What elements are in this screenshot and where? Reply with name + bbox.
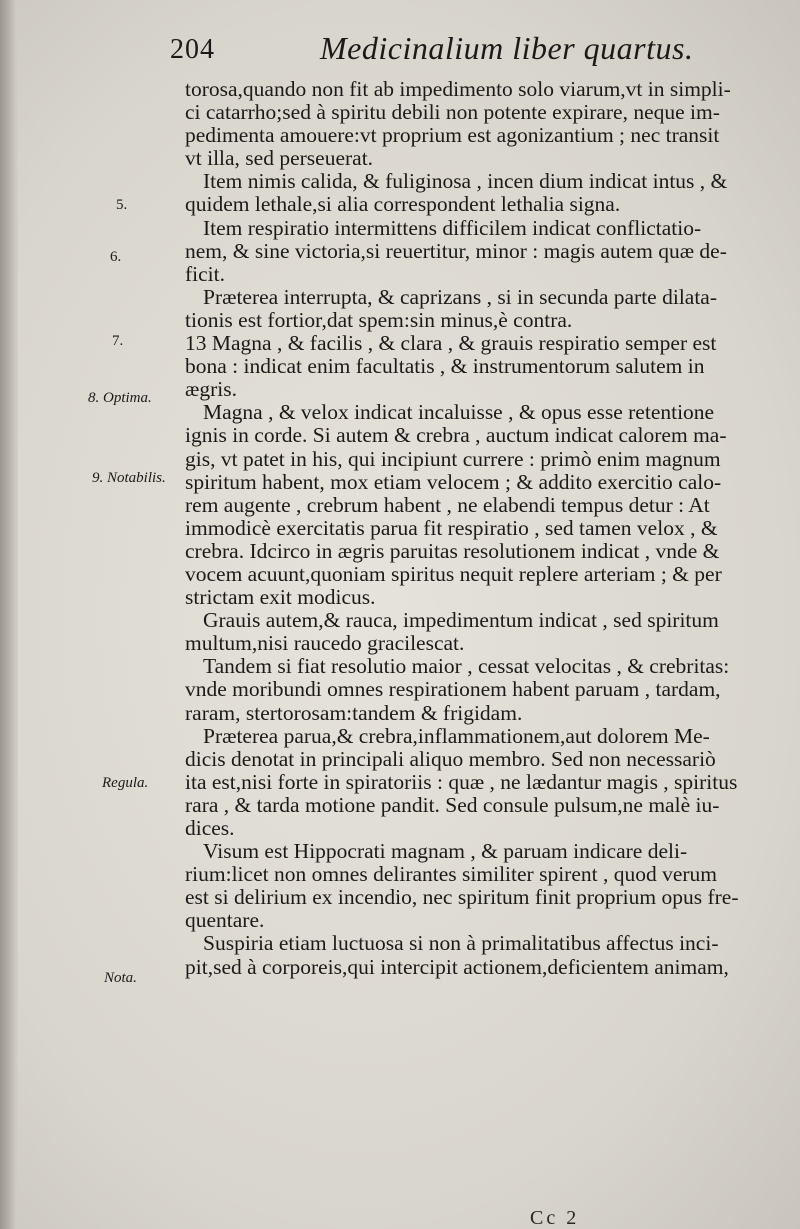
text-line: Præterea parua,& crebra,inflammationem,aut dolorem Me-	[203, 723, 710, 748]
text-line: gis, vt patet in his, qui incipiunt currere : primò enim magnum	[185, 446, 721, 471]
text-line: quentare.	[185, 908, 265, 933]
text-line: Item respiratio intermittens difficilem indicat conflictatio-	[203, 215, 702, 240]
text-line: Item nimis calida, & fuliginosa , incen dium indicat intus , &	[203, 169, 728, 194]
text-line: Magna , & velox indicat incaluisse , & opus esse retentione	[203, 400, 715, 425]
margin-note-8: 8. Optima.	[88, 390, 152, 406]
text-line: raram, stertorosam:tandem & frigidam.	[185, 700, 523, 725]
text-line: ignis in corde. Si autem & crebra , auctum indicat calorem ma-	[185, 423, 727, 448]
text-line: vocem acuunt,quoniam spiritus nequit replere arteriam ; & per	[185, 561, 722, 586]
text-line: torosa,quando non fit ab impedimento solo viarum,vt in simpli-	[185, 77, 731, 101]
text-line: ita est,nisi forte in spiratoriis : quæ , ne lædantur magis , spiritus	[185, 769, 738, 794]
text-line: crebra. Idcirco in ægris paruitas resolutionem indicat , vnde &	[185, 538, 720, 563]
text-line: Grauis autem,& rauca, impedimentum indicat , sed spiritum	[203, 608, 719, 633]
text-line: ægris.	[185, 377, 237, 402]
signature-mark: Cc 2	[530, 1207, 580, 1229]
text-line: dicis denotat in principali aliquo membro. Sed non necessariò	[185, 746, 716, 771]
text-line: Visum est Hippocrati magnam , & paruam indicare deli-	[203, 839, 688, 864]
margin-note-nota: Nota.	[104, 970, 137, 986]
text-line: est si delirium ex incendio, nec spiritum finit proprium opus fre-	[185, 885, 739, 910]
text-line: Tandem si fiat resolutio maior , cessat velocitas , & crebritas:	[203, 654, 730, 679]
margin-note-regula: Regula.	[102, 775, 149, 791]
text-line: rem augente , crebrum habent , ne elabendi tempus detur : At	[185, 492, 710, 517]
running-title: Medicinalium liber quartus.	[320, 30, 694, 66]
page-number: 204	[170, 34, 215, 65]
text-line: tionis est fortior,dat spem:sin minus,è contra.	[185, 307, 573, 332]
text-line: pit,sed à corporeis,qui intercipit actionem,deficientem animam,	[185, 954, 729, 979]
text-line: ci catarrho;sed à spiritu debili non potente expirare, neque im-	[185, 100, 720, 125]
text-line: 13 Magna , & facilis , & clara , & grauis respiratio semper est	[185, 331, 717, 356]
text-line: ficit.	[185, 261, 225, 286]
text-line: vt illa, sed perseuerat.	[185, 146, 374, 171]
text-line: immodicè exercitatis parua fit respiratio , sed tamen velox , &	[185, 515, 718, 540]
text-line: Præterea interrupta, & caprizans , si in secunda parte dilata-	[203, 284, 718, 309]
text-line: spiritum habent, mox etiam velocem ; & addito exercitio calo-	[185, 469, 722, 494]
text-line: nem, & sine victoria,si reuertitur, minor : magis autem quæ de-	[185, 238, 727, 263]
margin-note-6: 6.	[110, 249, 122, 265]
page-header	[170, 30, 730, 78]
text-line: dices.	[185, 816, 235, 840]
margin-notes	[0, 0, 185, 1229]
margin-note-9: 9. Notabilis.	[92, 470, 166, 486]
text-line: rium:licet non omnes delirantes similiter spirent , quod verum	[185, 862, 718, 887]
text-line: strictam exit modicus.	[185, 585, 376, 610]
text-line: rara , & tarda motione pandit. Sed consule pulsum,ne malè iu-	[185, 792, 720, 817]
text-line: quidem lethale,si alia correspondent lethalia signa.	[185, 192, 621, 217]
text-line: vnde moribundi omnes respirationem habent paruam , tardam,	[185, 677, 721, 702]
margin-note-5: 5.	[116, 197, 128, 213]
text-line: bona : indicat enim facultatis , & instrumentorum salutem in	[185, 354, 705, 379]
text-line: pedimenta amouere:vt proprium est agonizantium ; nec transit	[185, 123, 720, 148]
text-line: multum,nisi raucedo gracilescat.	[185, 631, 465, 656]
text-line: Suspiria etiam luctuosa si non à primalitatibus affectus inci-	[203, 931, 719, 956]
body-text	[185, 78, 785, 979]
margin-note-7: 7.	[112, 333, 124, 349]
